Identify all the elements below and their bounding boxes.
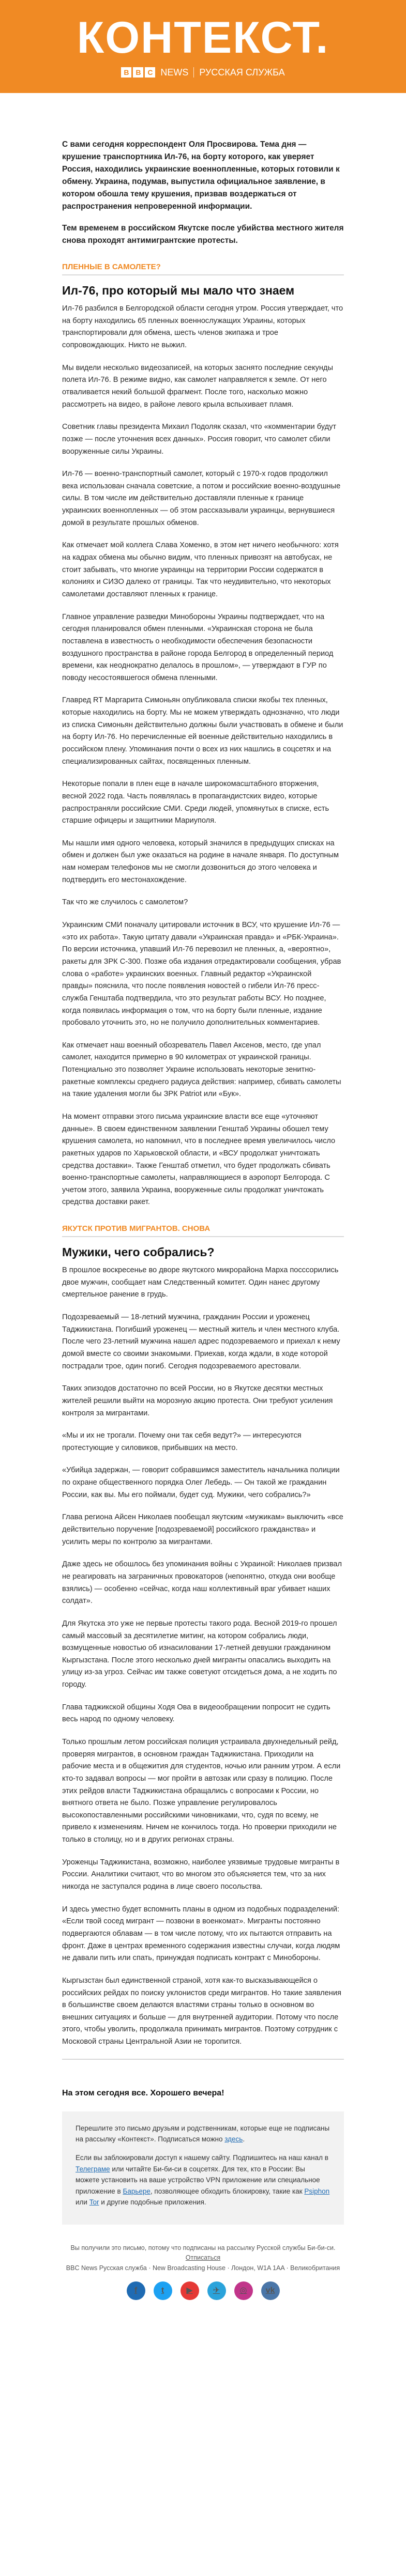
article-paragraph: «Мы и их не трогали. Почему они так себя ведут?» — интересуются протестующие у силовиков, прибывших на место.: [62, 1431, 302, 1452]
bbc-letter-b1: B: [121, 67, 131, 78]
article-paragraph: Как отмечает мой коллега Слава Хоменко, в этом нет ничего необычного: хотя на кадрах обмена мы обычно видим, что пленных привозят на автобусах, не стоит забывать, что многие украинцы на территории России содержатся в колониях и СИЗО далеко от границы. Так что неудивительно, что некоторых самолетами доставляют пленных к границе.: [62, 541, 339, 598]
news-label: NEWS: [160, 67, 189, 78]
section-divider: [62, 274, 344, 275]
social-links: [62, 2281, 344, 2300]
vk-icon[interactable]: vk: [261, 2281, 280, 2300]
section-label-yakutsk: ЯКУТСК ПРОТИВ МИГРАНТОВ. СНОВА: [62, 1224, 210, 1233]
intro-paragraph-2: Тем временем в российском Якутске после убийства местного жителя снова проходят антимигрантские протесты.: [62, 224, 344, 245]
article-paragraph: Даже здесь не обошлось без упоминания войны с Украиной: Николаев призвал не реагировать на заграничных провокаторов (непонятно, откуда они вообще взялись) — особенно «сейчас, когда наш коллективный враг убивает наших солдат».: [62, 1560, 342, 1606]
article-paragraph: И здесь уместно будет вспомнить планы в одном из подобных подразделений: «Если твой сосед мигрант — позвони в военкомат». Мигранты постоянно подвергаются облавам — в том числе потому, что их пытаются отправить на фронт. Даже в центрах временного содержания известны случаи, когда людям не давали пить или спать, принуждая подписать контракт с Минобороны.: [62, 1905, 340, 1963]
bbc-logo-icon: [121, 67, 155, 78]
article-paragraph: Ил-76 разбился в Белгородской области сегодня утром. Россия утверждает, что на борту находились 65 пленных военнослужащих Украины, которых транспортировали для обмена, шесть членов экипажа и трое сопровождающих. Никто не выжил.: [62, 304, 343, 350]
article-title-il76: Ил-76, про который мы мало что знаем: [62, 284, 295, 298]
promo-paragraph-forward: Перешлите это письмо друзьям и родственникам, которые еще не подписаны на рассылку «Контекст». Подписаться можно здесь.: [76, 2124, 330, 2143]
footer-address: BBC News Русская служба · New Broadcasting House · Лондон, W1A 1AA · Великобритания: [66, 2264, 340, 2272]
footer-notice: Вы получили это письмо, потому что подписаны на рассылку Русской службы Би-би-си.: [70, 2244, 336, 2251]
promo-text: , позволяющее обходить блокировку, такие как: [150, 2187, 305, 2195]
facebook-icon[interactable]: f: [127, 2281, 145, 2300]
twitter-icon[interactable]: t: [154, 2281, 172, 2300]
article-paragraph: В прошлое воскресенье во дворе якутского микрорайона Марха посссорились двое мужчин, сообщает нам Следственный комитет. Один нанес другому смертельное ранение в грудь.: [62, 1266, 339, 1299]
article-paragraph: Мы нашли имя одного человека, который значился в предыдущих списках на обмен и должен был уже оказаться на родине в начале января. По доступным нам номерам телефонов мы не смогли дозвониться до этого человека и подтвердить его местонахождение.: [62, 839, 339, 884]
article-paragraph: Подозреваемый — 18-летний мужчина, гражданин России и уроженец Таджикистана. Погибший уроженец — местный житель и член местного клуба. После чего 23-летний мужчина нашел адрес подозреваемого и приехал к нему домой вместе со своими знакомыми. Приехав, когда ждали, в ходе которой пострадали трое, один погиб. Сегодня подозреваемого арестовали.: [62, 1313, 340, 1370]
bbc-letter-c: C: [145, 67, 155, 78]
article-paragraph: Глава таджикской общины Ходя Ова в видеообращении попросит не судить весь народ по одному человеку.: [62, 1703, 330, 1724]
psiphon-link[interactable]: Psiphon: [304, 2187, 330, 2195]
service-label: РУССКАЯ СЛУЖБА: [199, 67, 285, 78]
closing-divider: [62, 2059, 344, 2060]
instagram-icon[interactable]: ◎: [234, 2281, 253, 2300]
promo-text: Перешлите это письмо друзьям и родственникам, которые еще не подписаны на рассылку «Контекст». Подписаться можно: [76, 2124, 330, 2143]
article-paragraph: Уроженцы Таджикистана, возможно, наиболее уязвимые трудовые мигранты в России. Аналитики считают, что во многом это объясняется тем, что за них никогда не заступался родина в лице своего посольства.: [62, 1858, 340, 1891]
bbc-letter-b2: B: [133, 67, 143, 78]
barrier-link[interactable]: Барьере: [123, 2187, 151, 2195]
article-paragraph: Мы видели несколько видеозаписей, на которых заснято последние секунды полета Ил-76. В режиме видно, как самолет направляется к земле. От него отваливается некий большой фрагмент. После того, насколько можно рассмотреть на видео, в районе левого крыла вспыхивает пламя.: [62, 363, 333, 409]
telegram-link[interactable]: Телеграме: [76, 2165, 110, 2173]
promo-text: или читайте Би-би-си в соцсетях. Для тех, кто в России: Вы можете установить на ваше устройство VPN приложение или специальное приложение в: [76, 2165, 320, 2195]
intro-paragraph-1: С вами сегодня корреспондент Оля Просвирова. Тема дня — крушение транспортника Ил-76, на борту которого, как уверяет Россия, находились украинские военнопленные, которых готовили к обмену. Украина, подумав, выпустила официальное заявление, в котором обошла тему крушения, призвав воздержаться от распространения непроверенной информации.: [62, 140, 340, 211]
section-label-prisoners: ПЛЕННЫЕ В САМОЛЕТЕ?: [62, 263, 161, 272]
article-paragraph: Некоторые попали в плен еще в начале широкомасштабного вторжения, весной 2022 года. Часть появлялась в пропагандистских видео, которые распространяли российские СМИ. Среди людей, упомянутых в списке, есть старшие офицеры и защитники Мариуполя.: [62, 780, 329, 825]
subscribe-promo-box: [62, 2111, 344, 2225]
article-paragraph: Таких эпизодов достаточно по всей России, но в Якутске десятки местных жителей решили выйти на морозную акцию протеста. Они требуют усиления контроля за мигрантами.: [62, 1384, 333, 1417]
article-paragraph: «Убийца задержан, — говорит собравшимся заместитель начальника полиции по охране общественного порядка Олег Лебедь. — Он такой же гражданин России, как вы. Мы его поймали, будет суд. Мужики, чего собрались?»: [62, 1466, 340, 1499]
article-paragraph: Глава региона Айсен Николаев пообещал якутским «мужикам» выключить «все действительно поручение [подозреваемой] российского гражданства» и усилить меры по контролю за мигрантами.: [62, 1513, 343, 1546]
kontekst-logo: КОНТЕКСТ.: [77, 12, 329, 63]
branding-divider: [193, 67, 194, 78]
telegram-icon[interactable]: ✈: [207, 2281, 226, 2300]
header-banner: [0, 0, 406, 93]
article-paragraph: Ил-76 — военно-транспортный самолет, который с 1970-х годов продолжил века использован сначала советские, а потом и российские военно-воздушные силы. В том числе им действительно доставляли пленные к границе украинских военнопленных — об этом рассказывали украинцы, вернувшиеся домой в результате прошлых обменов.: [62, 470, 341, 527]
article-paragraph: Кыргызстан был единственной страной, хотя как-то высказывающейся о российских рейдах по поиску уклонистов среди мигрантов. Но такие заявления в большинстве своем делаются властями страны только в основном во внешних ситуациях и больше — для внутренней аудитории. Потому что после этого, чтобы уволить, продолжала принимать мигрантов. Поэтому сотрудник с Московой страны Центральной Азии не торопится.: [62, 1976, 341, 2046]
article-paragraph: Украинским СМИ поначалу цитировали источник в ВСУ, что крушение Ил-76 — «это их работа». Такую цитату давали «Украинская правда» и «РБК-Украина». По версии источника, упавший Ил-76 перевозил не пленных, а, «вероятно», ракеты для ЗРК С-300. Позже оба издания отредактировали сообщения, убрав слова о «работе» украинских военных. Главный редактор «Украинской правды» пояснила, что после появления новостей о гибели Ил-76 пресс-служба Генштаба подтвердила, что это результат работы ВСУ. Но позднее, когда появилась информация о том, что на борту были пленные, издание пробовало уточнить это, но не получило дополнительных комментариев.: [62, 921, 341, 1027]
closing-line: На этом сегодня все. Хорошего вечера!: [62, 2088, 224, 2097]
article-body-yakutsk: [62, 1264, 344, 2048]
article-paragraph: Главное управление разведки Минобороны Украины подтверждает, что на сегодня планировался обмен пленными. «Украинская сторона не была поставлена в известность о необходимости обеспечения безопасности воздушного пространства в районе города Белгород в определенный период времени, как неоднократно делалось в прошлом», — утверждают в ГУР по поводу несостоявшегося обмена пленными.: [62, 612, 334, 682]
tor-link[interactable]: Tor: [89, 2198, 99, 2207]
article-body-il76: [62, 303, 344, 1209]
article-paragraph: Только прошлым летом российская полиция устраивала двухнедельный рейд, проверяя мигрантов, в основном граждан Таджикистана. Приходили на рабочие места и в общежития для студентов, ночью или ранним утром. А если кто-то задавал вопросы — мог пройти в автозак или сразу в полицию. После этих рейдов власти Таджикистана обращались с вопросами к России, но внятного ответа не было. Позже управление регулировалось высокопоставленными российскими чиновниками, что, судя по всему, не привело к изменениям. Ничем не кончилось тогда. Но проверки приходили не только в столицу, но и в других регионах страны.: [62, 1737, 341, 1844]
bbc-news-branding: [121, 67, 284, 78]
article-paragraph: На момент отправки этого письма украинские власти все еще «уточняют данные». В своем единственном заявлении Генштаб Украины обошел тему крушения самолета, но напомнил, что в последнее время увеличилось число ракетных ударов по Харьковской области, и «ВСУ продолжат уничтожать средства доставки». Также Генштаб отметил, что будет продолжать сбивать военно-транспортные самолеты, направляющиеся в аэропорт Белгорода. С учетом этого, заявила Украина, вооруженные силы продолжат уничтожать средства доставки ракет.: [62, 1113, 336, 1207]
main-content: [0, 138, 406, 2300]
promo-text: и другие подобные приложения.: [99, 2198, 206, 2207]
promo-paragraph-vpn: [76, 2152, 330, 2208]
article-paragraph: Главред RT Маргарита Симоньян опубликовала списки якобы тех пленных, которые находились на борту. Мы не можем утверждать однозначно, что люди из списка Симоньян действительно должны были участвовать в обмене и были на борту Ил-76. Но перечисленные ей военные действительно находились в российском плену. Упоминания почти о всех из них нашлись в соцсетях и на специализированных сайтах, посвященных пленным.: [62, 696, 343, 766]
article-paragraph: Как отмечает наш военный обозреватель Павел Аксенов, место, где упал самолет, находится примерно в 90 километрах от украинской границы. Потенциально это позволяет Украине использовать некоторые зенитно-ракетные комплексы среднего радиуса действия: например, сбивать самолеты на такие удаления могли бы ЗРК Patriot или «Бук».: [62, 1041, 341, 1099]
intro-block: [62, 138, 344, 247]
promo-text: или: [76, 2198, 89, 2207]
subscribe-link[interactable]: здесь: [224, 2135, 243, 2143]
article-paragraph: Для Якутска это уже не первые протесты такого рода. Весной 2019-го прошел самый массовый за десятилетие митинг, на котором собрались люди, возмущенные новостью об изнасиловании 17-летней девушки гражданином Кыргызстана. После этого несколько дней мигранты опасались выходить на улицу из-за угроз. Сейчас им также советуют отсидеться дома, а не ходить по городу.: [62, 1619, 337, 1689]
youtube-icon[interactable]: ▶: [181, 2281, 199, 2300]
promo-text: Если вы заблокировали доступ к нашему сайту. Подпишитесь на наш канал в: [76, 2153, 328, 2162]
article-paragraph: Советник главы президента Михаил Подоляк сказал, что «комментарии будут позже — после уточнения всех данных». Россия говорит, что самолет сбили вооруженные силы Украины.: [62, 423, 337, 456]
section-divider: [62, 1236, 344, 1237]
article-title-yakutsk: Мужики, чего собрались?: [62, 1245, 215, 1259]
article-paragraph: Так что же случилось с самолетом?: [62, 898, 188, 907]
footer: [62, 2243, 344, 2300]
unsubscribe-link[interactable]: Отписаться: [185, 2254, 221, 2262]
